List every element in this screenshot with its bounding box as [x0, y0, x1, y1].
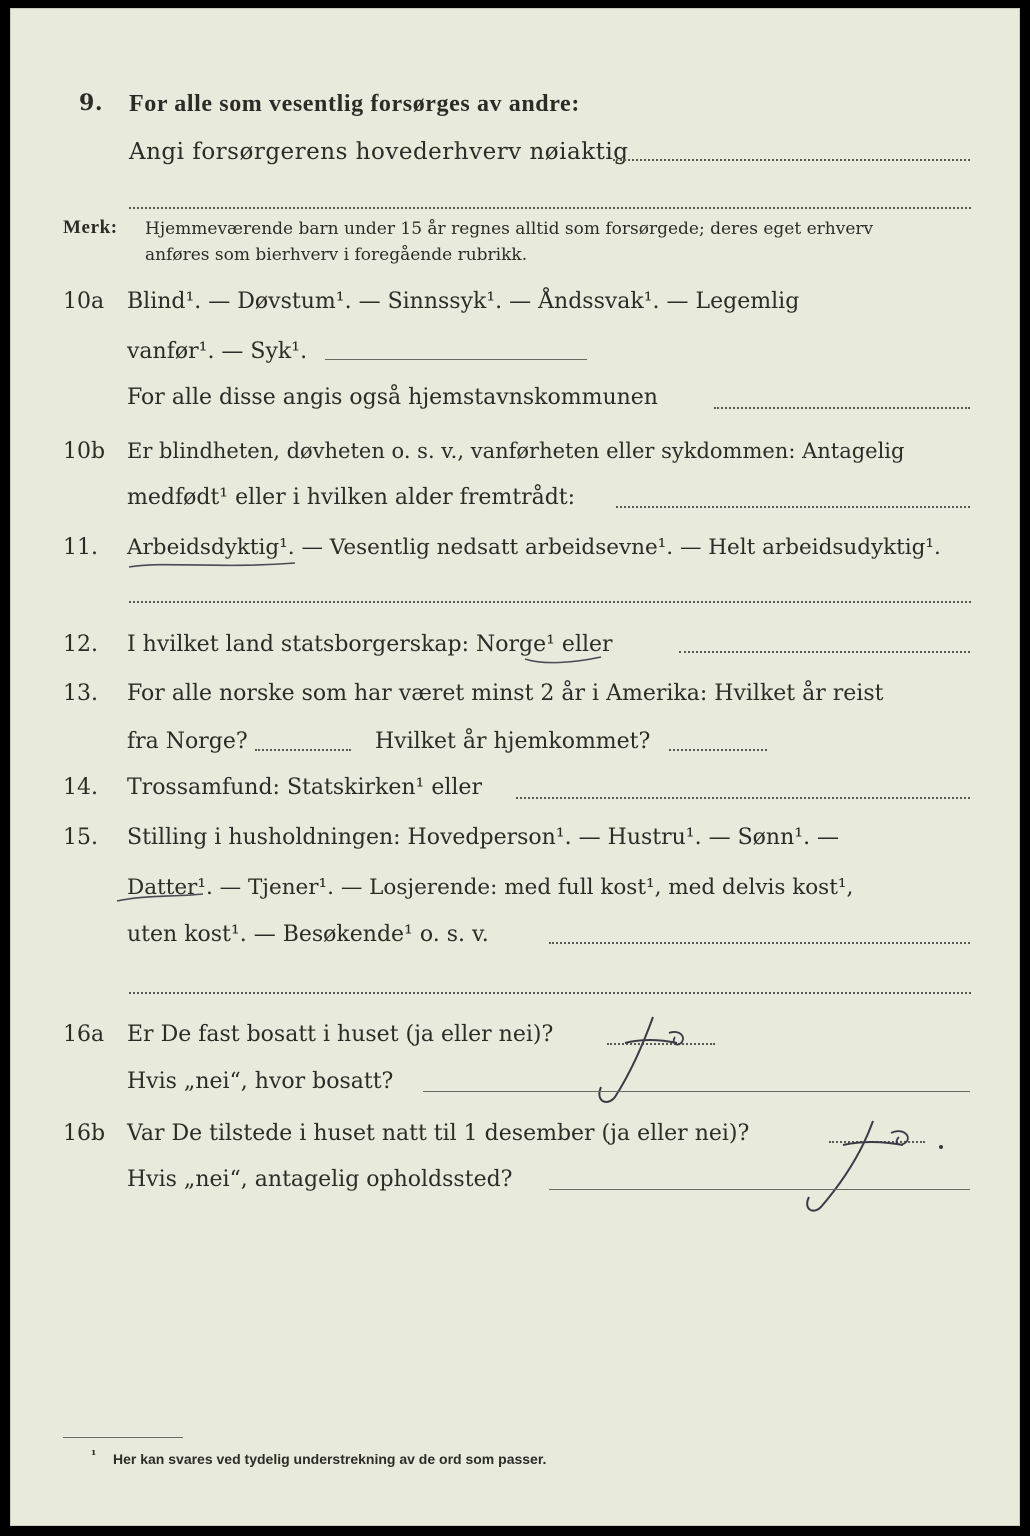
q16b-number: 16b: [63, 1121, 106, 1146]
q15-number: 15.: [63, 825, 98, 850]
q9-title: For alle som vesentlig forsørges av andre:: [129, 91, 580, 117]
footnote-text: Her kan svares ved tydelig understrekning av de ord som passer.: [113, 1451, 547, 1467]
q14-line1: Trossamfund: Statskirken¹ eller: [127, 775, 482, 800]
q10a-kommune-field[interactable]: [714, 407, 970, 409]
q16b-line1: Var De tilstede i huset natt til 1 desember (ja eller nei)?: [127, 1121, 750, 1146]
q13-line2b: Hvilket år hjemkommet?: [375, 729, 651, 754]
q12-number: 12.: [63, 632, 98, 657]
q10a-line1: Blind¹. — Døvstum¹. — Sinnssyk¹. — Åndssvak¹. — Legemlig: [127, 289, 800, 314]
q11-line1: Arbeidsdyktig¹. — Vesentlig nedsatt arbeidsevne¹. — Helt arbeidsudyktig¹.: [127, 535, 941, 560]
q15-line1: Stilling i husholdningen: Hovedperson¹. — Hustru¹. — Sønn¹. —: [127, 825, 840, 850]
q13-line2a: fra Norge?: [127, 729, 248, 754]
q16a-number: 16a: [63, 1022, 105, 1047]
q10b-number: 10b: [63, 439, 106, 464]
q16a-line2: Hvis „nei“, hvor bosatt?: [127, 1069, 394, 1094]
q15-answer-field-2[interactable]: [129, 992, 971, 994]
merk-line2: anføres som bierhverv i foregående rubrikk.: [145, 245, 528, 265]
q11-handwritten-underline: [127, 557, 297, 573]
q10a-syk-field[interactable]: [325, 359, 587, 360]
q16b-line2: Hvis „nei“, antagelig opholdssted?: [127, 1167, 513, 1192]
q10a-number: 10a: [63, 289, 105, 314]
q16b-opholdssted-field[interactable]: [549, 1189, 970, 1190]
q15-answer-field[interactable]: [549, 942, 970, 944]
q16b-handwritten-answer: [781, 1109, 951, 1219]
q15-line2: Datter¹. — Tjener¹. — Losjerende: med full kost¹, med delvis kost¹,: [127, 875, 854, 900]
q10a-line2: vanfør¹. — Syk¹.: [127, 339, 308, 364]
q9-number: 9.: [79, 90, 104, 116]
q13-reist-field[interactable]: [255, 749, 351, 751]
q9-line: Angi forsørgerens hovederhverv nøiaktig: [129, 139, 629, 165]
q9-answer-field[interactable]: [613, 159, 970, 161]
q9-answer-field-2[interactable]: [129, 207, 971, 209]
q16a-line1: Er De fast bosatt i huset (ja eller nei)?: [127, 1022, 554, 1047]
q12-handwritten-underline: [523, 653, 603, 667]
q13-hjemkommet-field[interactable]: [669, 749, 767, 751]
footnote-rule: [63, 1437, 183, 1438]
merk-label: Merk:: [63, 217, 118, 238]
q12-line1: I hvilket land statsborgerskap: Norge¹ eller: [127, 632, 613, 657]
merk-line1: Hjemmeværende barn under 15 år regnes alltid som forsørgede; deres eget erhverv: [145, 219, 874, 239]
q10b-line2: medfødt¹ eller i hvilken alder fremtrådt:: [127, 485, 576, 510]
q10a-line3: For alle disse angis også hjemstavnskommunen: [127, 385, 658, 410]
q14-answer-field[interactable]: [516, 797, 970, 799]
q10b-line1: Er blindheten, døvheten o. s. v., vanførheten eller sykdommen: Antagelig: [127, 439, 905, 463]
q11-answer-field[interactable]: [129, 601, 971, 603]
q16a-handwritten-answer: [581, 1009, 701, 1109]
q12-answer-field[interactable]: [679, 651, 970, 653]
q14-number: 14.: [63, 775, 98, 800]
census-form-page: [10, 8, 1020, 1526]
q15-handwritten-underline: [115, 891, 205, 905]
q16a-bosatt-field[interactable]: [423, 1091, 970, 1092]
q15-line3: uten kost¹. — Besøkende¹ o. s. v.: [127, 922, 489, 947]
footnote-mark: ¹: [91, 1448, 97, 1462]
q11-number: 11.: [63, 535, 98, 560]
q10b-answer-field[interactable]: [616, 506, 970, 508]
q13-number: 13.: [63, 681, 98, 706]
q13-line1: For alle norske som har været minst 2 år i Amerika: Hvilket år reist: [127, 681, 884, 706]
